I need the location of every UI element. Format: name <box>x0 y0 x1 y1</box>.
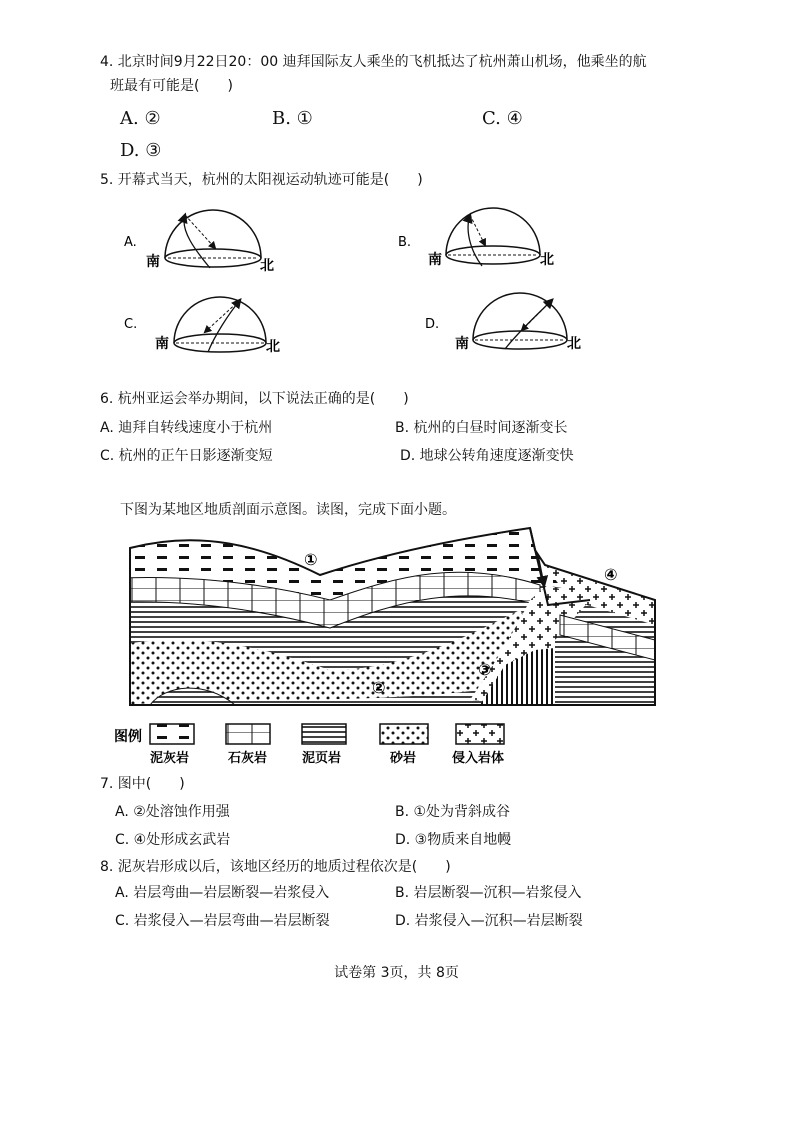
q7-option-a[interactable]: A. ②处溶蚀作用强 <box>115 804 230 820</box>
q8-option-d[interactable]: D. 岩浆侵入—沉积—岩层断裂 <box>395 913 583 929</box>
marker-1: ① <box>304 550 318 569</box>
legend-swatch-shale <box>302 724 346 744</box>
q7-option-d[interactable]: D. ③物质来自地幔 <box>395 832 512 848</box>
marker-2: ② <box>372 678 386 697</box>
q4-option-c[interactable]: C. ④ <box>482 108 523 129</box>
legend <box>114 724 504 766</box>
legend-label-intrusive: 侵入岩体 <box>452 751 505 766</box>
q5-fig-a-north: 北 <box>260 258 274 274</box>
legend-label-marl: 泥灰岩 <box>150 751 190 766</box>
q6-option-b[interactable]: B. 杭州的白昼时间逐渐变长 <box>395 420 568 436</box>
right-shale <box>555 660 655 705</box>
q8-option-a[interactable]: A. 岩层弯曲—岩层断裂—岩浆侵入 <box>115 885 330 901</box>
q5-fig-a-south: 南 <box>146 254 160 270</box>
q5-fig-b-north: 北 <box>540 252 554 268</box>
marker-3: ③ <box>478 660 492 679</box>
legend-swatch-sandstone <box>380 724 428 744</box>
marker-4: ④ <box>604 565 618 584</box>
q5-fig-a-label: A. <box>124 235 137 250</box>
q4-stem-line1: 4. 北京时间9月22日20：00 迪拜国际友人乘坐的飞机抵达了杭州萧山机场，他乘坐的航 <box>100 54 647 70</box>
q8-stem: 8. 泥灰岩形成以后，该地区经历的地质过程依次是( ) <box>100 859 451 875</box>
legend-title: 图例 <box>114 729 142 745</box>
q5-stem: 5. 开幕式当天，杭州的太阳视运动轨迹可能是( ) <box>100 172 423 188</box>
q8-option-b[interactable]: B. 岩层断裂—沉积—岩浆侵入 <box>395 885 582 901</box>
q5-fig-c-south: 南 <box>155 336 169 352</box>
q5-fig-d-south: 南 <box>455 336 469 352</box>
legend-swatch-intrusive <box>456 724 504 744</box>
q6-option-c[interactable]: C. 杭州的正午日影逐渐变短 <box>100 448 273 464</box>
legend-label-sandstone: 砂岩 <box>390 751 417 766</box>
q4-option-b[interactable]: B. ① <box>272 108 313 129</box>
legend-swatch-marl <box>150 724 194 744</box>
q4-stem-line2: 班最有可能是( ) <box>110 78 233 94</box>
q5-fig-c-north: 北 <box>266 339 280 355</box>
q5-fig-b-south: 南 <box>428 252 442 268</box>
q6-option-d[interactable]: D. 地球公转角速度逐渐变快 <box>400 448 574 464</box>
q7-stem: 7. 图中( ) <box>100 776 185 792</box>
q4-option-a[interactable]: A. ② <box>120 108 161 129</box>
legend-swatch-limestone <box>226 724 270 744</box>
q5-fig-d-label: D. <box>425 317 440 332</box>
legend-label-shale: 泥页岩 <box>302 751 342 766</box>
q7-option-b[interactable]: B. ①处为背斜成谷 <box>395 804 511 820</box>
q7-option-c[interactable]: C. ④处形成玄武岩 <box>115 832 231 848</box>
q8-option-c[interactable]: C. 岩浆侵入—岩层弯曲—岩层断裂 <box>115 913 330 929</box>
legend-label-limestone: 石灰岩 <box>228 751 268 766</box>
geo-intro: 下图为某地区地质剖面示意图。读图，完成下面小题。 <box>120 502 456 518</box>
q6-stem: 6. 杭州亚运会举办期间，以下说法正确的是( ) <box>100 391 409 407</box>
page-footer: 试卷第 3页，共 8页 <box>334 965 459 981</box>
q4-option-d[interactable]: D. ③ <box>120 140 162 161</box>
q5-fig-d-north: 北 <box>567 336 581 352</box>
q5-fig-c-label: C. <box>124 317 138 332</box>
q5-fig-b-label: B. <box>398 235 412 250</box>
q6-option-a[interactable]: A. 迪拜自转线速度小于杭州 <box>100 420 273 436</box>
